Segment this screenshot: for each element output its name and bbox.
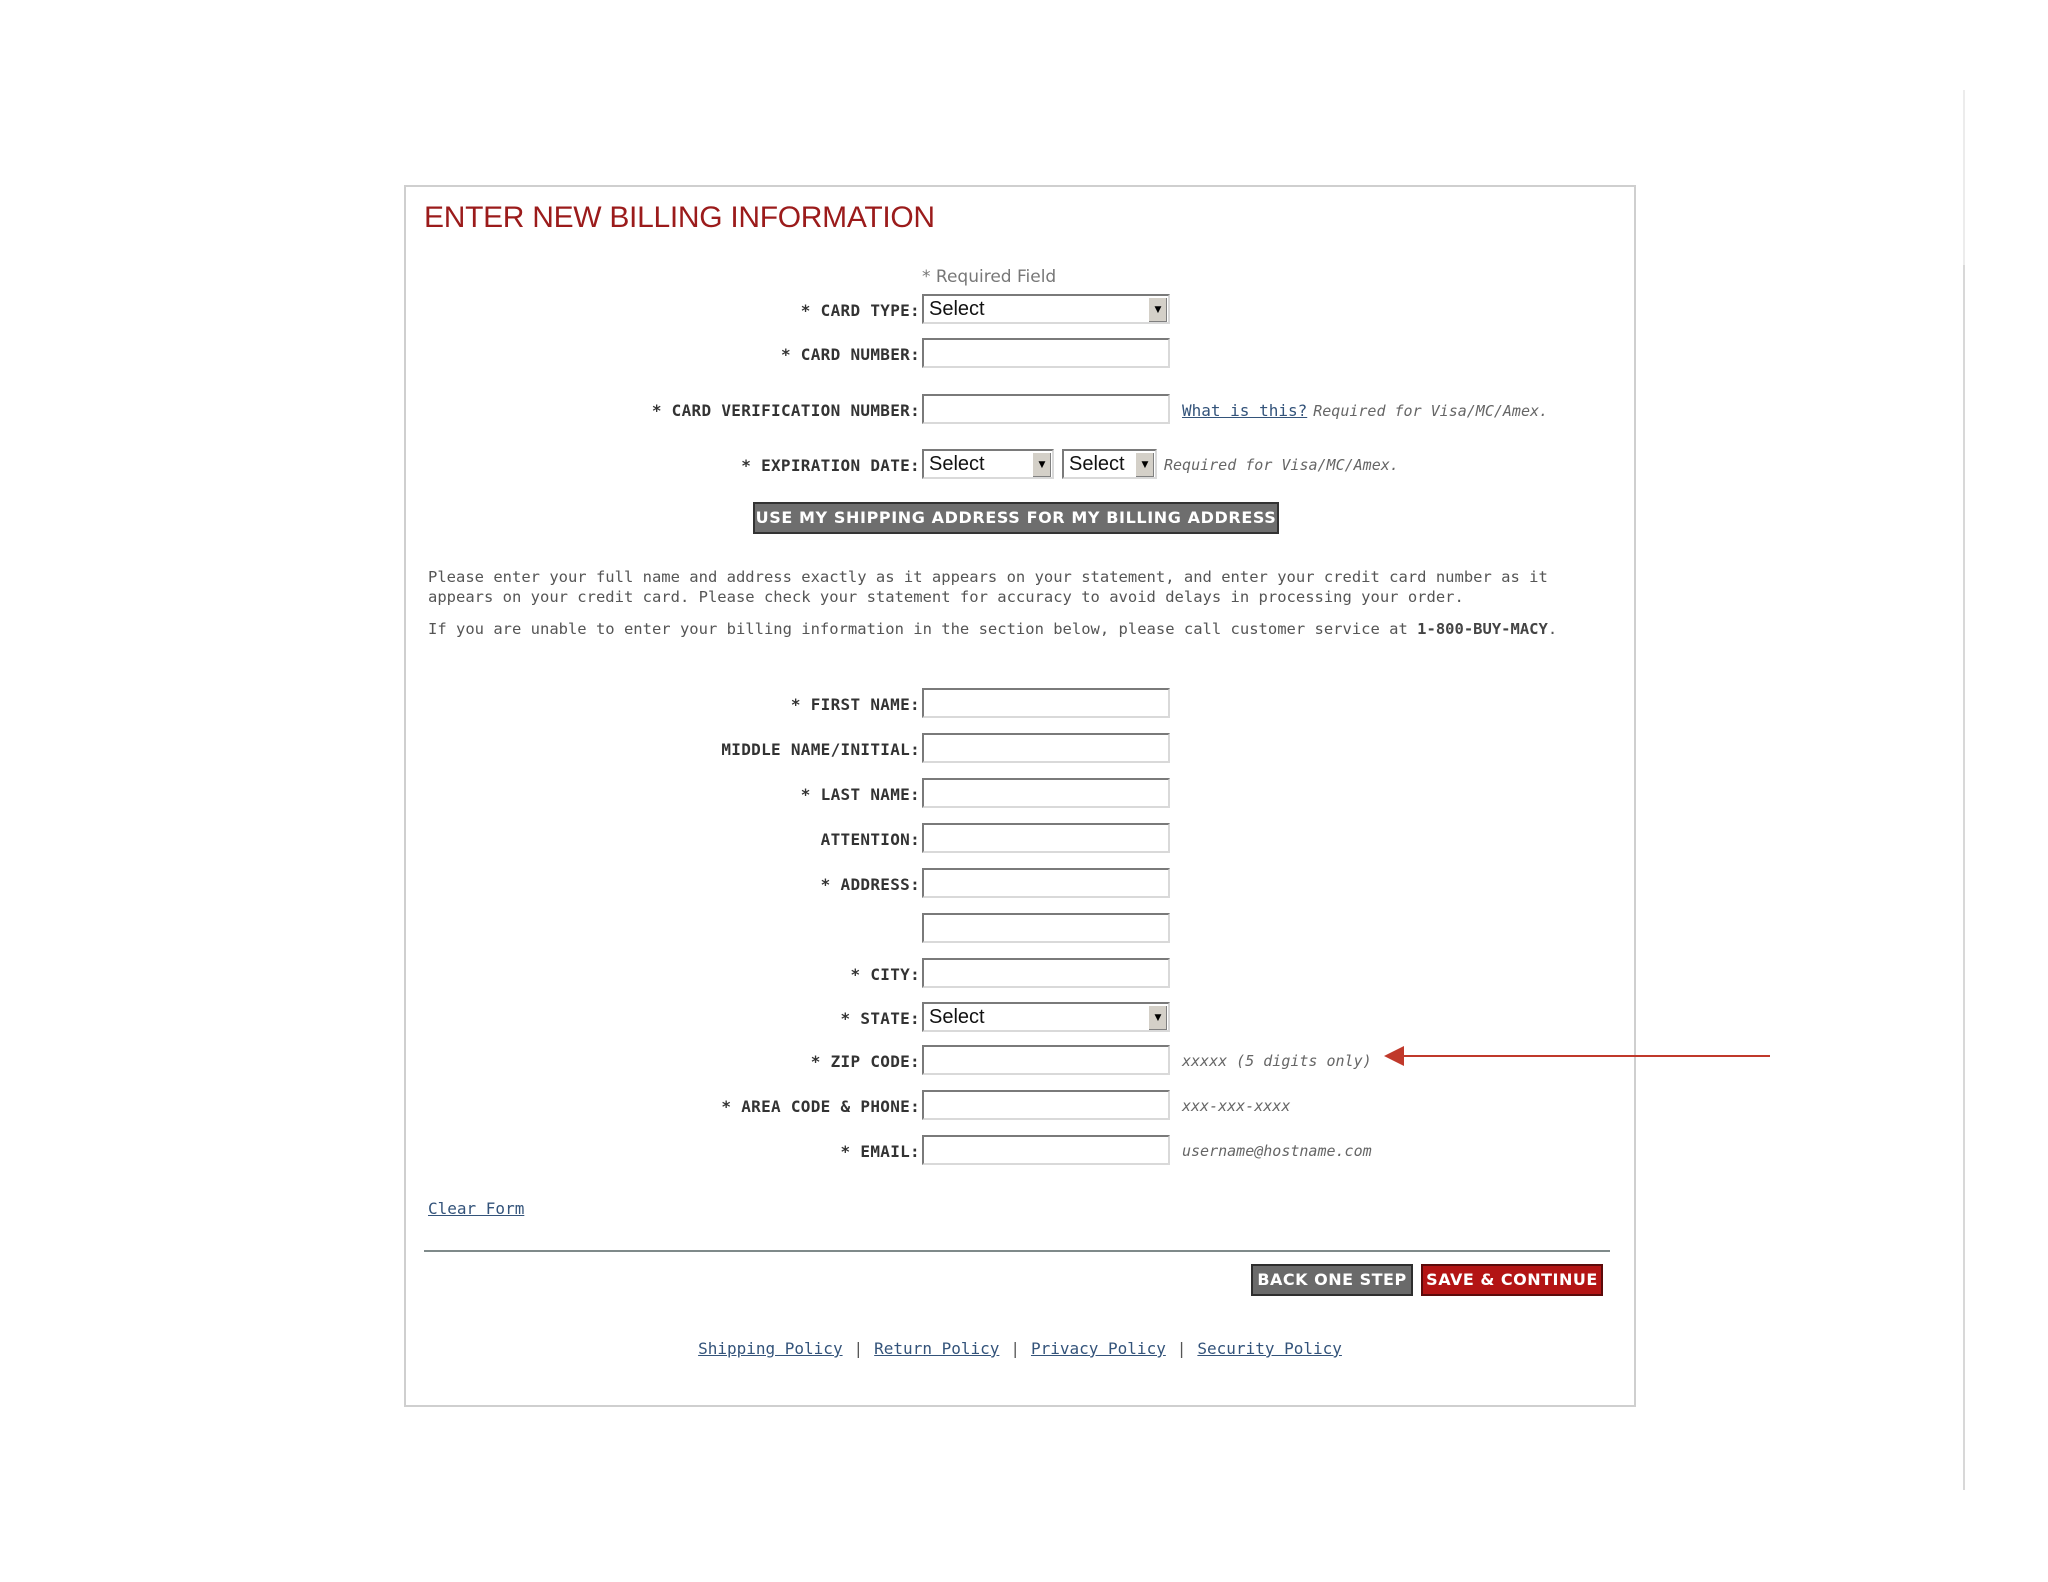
dropdown-arrow-icon: ▼ <box>1148 1005 1167 1030</box>
state-value: Select <box>929 1006 985 1028</box>
exp-year-select[interactable] <box>1062 449 1157 479</box>
right-edge-line-dark <box>1963 265 1965 1490</box>
phone-hint: xxx-xxx-xxxx <box>1182 1097 1291 1115</box>
exp-year-value: Select <box>1069 453 1125 475</box>
city-input[interactable] <box>922 958 1170 988</box>
divider <box>424 1250 1610 1252</box>
clear-form-link[interactable]: Clear Form <box>428 1199 525 1218</box>
back-one-step-button[interactable]: BACK ONE STEP <box>1251 1264 1413 1296</box>
cvn-label: * CARD VERIFICATION NUMBER: <box>651 401 920 420</box>
customer-service-text: If you are unable to enter your billing information in the section below, please call customer service at <box>428 620 1418 638</box>
state-label: * STATE: <box>840 1009 920 1028</box>
card-type-label: * CARD TYPE: <box>800 301 920 320</box>
what-is-this-link[interactable]: What is this? <box>1182 401 1308 420</box>
shipping-policy-link[interactable]: Shipping Policy <box>698 1339 843 1358</box>
customer-service-suffix: . <box>1547 620 1558 638</box>
page-title: ENTER NEW BILLING INFORMATION <box>424 201 935 234</box>
address-line2-input[interactable] <box>922 913 1170 943</box>
cvn-input[interactable] <box>922 394 1170 424</box>
address-line1-input[interactable] <box>922 868 1170 898</box>
exp-hint: Required for Visa/MC/Amex. <box>1164 456 1399 474</box>
attention-input[interactable] <box>922 823 1170 853</box>
required-field-note: * Required Field <box>922 267 1057 287</box>
email-hint: username@hostname.com <box>1182 1142 1372 1160</box>
footer-separator: | <box>855 1339 862 1358</box>
privacy-policy-link[interactable]: Privacy Policy <box>1030 1339 1166 1358</box>
save-and-continue-button[interactable]: SAVE & CONTINUE <box>1421 1264 1603 1296</box>
footer-separator: | <box>1178 1339 1185 1358</box>
cvn-hint-text: Required for Visa/MC/Amex. <box>1313 402 1549 420</box>
middle-name-label: MIDDLE NAME/INITIAL: <box>721 740 920 759</box>
zip-code-label: * ZIP CODE: <box>810 1052 920 1071</box>
zip-code-input[interactable] <box>922 1045 1170 1075</box>
return-policy-link[interactable]: Return Policy <box>874 1339 1000 1358</box>
last-name-label: * LAST NAME: <box>800 785 920 804</box>
phone-label: * AREA CODE & PHONE: <box>721 1097 920 1116</box>
first-name-input[interactable] <box>922 688 1170 718</box>
email-input[interactable] <box>922 1135 1170 1165</box>
first-name-label: * FIRST NAME: <box>790 695 920 714</box>
card-type-select[interactable] <box>922 294 1170 324</box>
address-label: * ADDRESS: <box>820 875 920 894</box>
attention-label: ATTENTION: <box>820 830 920 849</box>
customer-service-paragraph <box>428 619 1618 639</box>
use-shipping-address-button[interactable]: USE MY SHIPPING ADDRESS FOR MY BILLING ADDRESS <box>753 502 1279 534</box>
card-number-label: * CARD NUMBER: <box>780 345 920 364</box>
dropdown-arrow-icon: ▼ <box>1032 452 1051 477</box>
phone-input[interactable] <box>922 1090 1170 1120</box>
dropdown-arrow-icon: ▼ <box>1148 297 1167 322</box>
security-policy-link[interactable]: Security Policy <box>1197 1339 1342 1358</box>
expiration-date-label: * EXPIRATION DATE: <box>741 456 920 475</box>
exp-month-select[interactable] <box>922 449 1054 479</box>
city-label: * CITY: <box>850 965 920 984</box>
annotation-arrow-line <box>1397 1055 1770 1057</box>
card-type-value: Select <box>929 298 985 320</box>
billing-panel <box>404 185 1636 1407</box>
state-select[interactable] <box>922 1002 1170 1032</box>
card-number-input[interactable] <box>922 338 1170 368</box>
annotation-arrow-icon <box>1384 1046 1404 1066</box>
footer-separator: | <box>1012 1339 1018 1358</box>
middle-name-input[interactable] <box>922 733 1170 763</box>
cvn-hint <box>1182 401 1548 420</box>
footer-links <box>406 1339 1634 1358</box>
email-label: * EMAIL: <box>840 1142 920 1161</box>
exp-month-value: Select <box>929 453 985 475</box>
last-name-input[interactable] <box>922 778 1170 808</box>
customer-service-phone: 1-800-BUY-MACY <box>1417 620 1548 638</box>
zip-hint: xxxxx (5 digits only) <box>1182 1052 1372 1070</box>
instructions-paragraph: Please enter your full name and address exactly as it appears on your statement, and enter your credit card number as it appears on your credit card. Please check your statement for accuracy to avoid delays in processing your order. <box>428 568 1548 606</box>
dropdown-arrow-icon: ▼ <box>1135 452 1154 477</box>
